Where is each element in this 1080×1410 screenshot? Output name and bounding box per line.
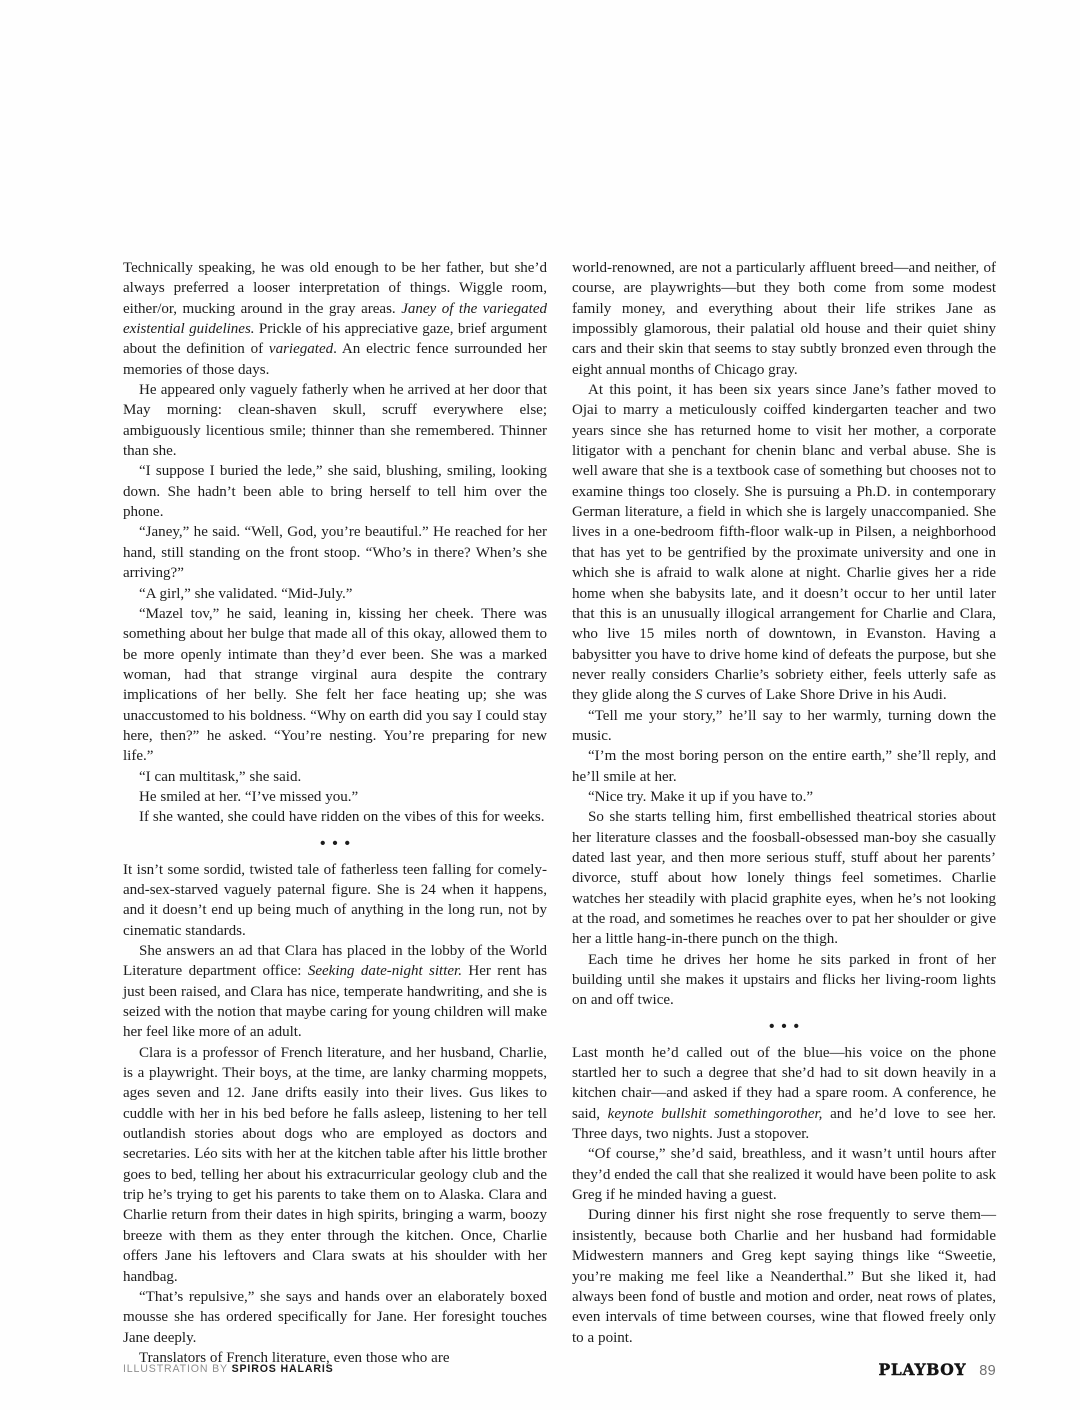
body-paragraph <box>123 941 547 1043</box>
body-paragraph <box>572 1144 996 1205</box>
text-run: Clara is a professor of French literature, and her husband, Charlie, is a playwright. Their boys, at the time, are lanky charming moppets, ages seven and 12. Jane drifts easily into their lives. Gus likes to cuddle with her in his bed before he falls asleep, listening to her tell outlandish stories about dogs who are employed as doctors and secretaries. Léo sits with her at the kitchen table after his little brother goes to bed, telling her about his extracurricular geology club and the trip he’s trying to get his parents to take them on to Alaska. Clara and Charlie return from their dates in high spirits, bringing a warm, boozy breeze with them as they enter through the kitchen. Once, Charlie offers Jane his leftovers and Clara swats at his shoulder with her handbag. <box>123 1044 547 1285</box>
text-run: “I’m the most boring person on the entire earth,” she’ll reply, and he’ll smile at her. <box>572 748 996 785</box>
italic-phrase: Seeking date-night sitter. <box>307 963 462 980</box>
body-paragraph <box>572 380 996 706</box>
body-paragraph <box>572 807 996 949</box>
text-run: Her rent has just been raised, and Clara has nice, temperate handwriting, and she is seized with the notion that maybe caring for young children will make her feel like more of an adult. <box>123 963 547 1041</box>
italic-phrase: S <box>695 687 703 704</box>
text-run: “That’s repulsive,” she says and hands over an elaborately boxed mousse she has ordered specifically for Jane. Her foresight touches Jane deeply. <box>123 1288 547 1346</box>
credit-artist-name: SPIROS HALARIS <box>231 1363 334 1375</box>
text-run: Each time he drives her home he sits parked in front of her building until she makes it upstairs and flicks her living-room lights on and off twice. <box>572 951 996 1009</box>
body-paragraph <box>572 787 996 807</box>
text-run: At this point, it has been six years since Jane’s father moved to Ojai to marry a meticulously coiffed kindergarten teacher and two years since she has returned home to visit her mother, a corporate litigator with a penchant for chenin blanc and verbal abuse. She is well aware that she is a textbook case of something but chooses not to examine things too closely. She is pursuing a Ph.D. in contemporary German literature, a field in which she is largely unaccompanied. She lives in a one-bedroom fifth-floor walk-up in Pilsen, a neighborhood that has yet to be gentrified by the proximate university and one in which she is afraid to walk alone at night. Charlie gives her a ride home when she babysits late, and it doesn’t occur to her until later that this is an unusually illogical arrangement for Charlie and Clara, who live 15 miles north of downtown, in Evanston. Having a babysitter you have to drive home kind of defeats the purpose, but she never really considers Charlie’s sobriety either, feels utterly safe as they glide along the <box>572 382 996 704</box>
body-paragraph <box>123 860 547 941</box>
text-run: world-renowned, are not a particularly affluent breed—and neither, of course, are playwrights—but they both come from some modest family money, and everything about their life strikes Jane as impossibly glamorous, their palatial old house and their quiet shiny cars and their skin that seems to stay subtly bronzed even through the eight annual months of Chicago gray. <box>572 260 996 378</box>
text-run: If she wanted, she could have ridden on the vibes of this for weeks. <box>139 809 545 826</box>
text-run: Last month he’d called out of the blue—his voice on the phone startled her to such a degree that she’d had to sit down heavily in a kitchen chair—and asked if they had a spare room. A conference, he said, <box>572 1044 996 1122</box>
footer-brand-group <box>879 1360 996 1379</box>
text-run: She answers an ad that Clara has placed in the lobby of the World Literature department office: <box>123 943 547 980</box>
page-number: 89 <box>979 1362 996 1379</box>
body-paragraph <box>123 522 547 583</box>
body-paragraph <box>123 767 547 787</box>
text-run: It isn’t some sordid, twisted tale of fatherless teen falling for comely-and-sex-starved vaguely paternal figure. She is 24 when it happens, and it doesn’t end up being much of anything in the long run, not by cinematic standards. <box>123 861 547 939</box>
text-run: “Janey,” he said. “Well, God, you’re beautiful.” He reached for her hand, still standing on the front stoop. “Who’s in there? When’s she arriving?” <box>123 524 547 582</box>
body-paragraph <box>123 258 547 380</box>
italic-phrase: variegated <box>268 341 334 358</box>
body-paragraph <box>572 706 996 747</box>
body-paragraph <box>572 1043 996 1145</box>
text-run: “I can multitask,” she said. <box>139 768 302 785</box>
illustration-credit <box>123 1363 334 1375</box>
body-paragraph <box>572 950 996 1011</box>
text-run: curves of Lake Shore Drive in his Audi. <box>702 687 947 704</box>
text-run: He appeared only vaguely fatherly when he arrived at her door that May morning: clean-shaven skull, scruff everywhere else; ambiguously licentious smile; thinner than she remembered. Thinner than she. <box>123 382 547 460</box>
text-run: He smiled at her. “I’ve missed you.” <box>139 788 359 805</box>
body-paragraph <box>572 1205 996 1347</box>
text-run: So she starts telling him, first embellished theatrical stories about her literature classes and the foosball-obsessed man-boy she casually dated last year, and then more serious stuff, stuff about her parents’ divorce, stuff about how lonely things feel sometimes. Charlie watches her steadily with placid graphite eyes, when he’s not looking at the road, and sometimes he reaches over to pat her shoulder or give her a little hang-in-there punch on the thigh. <box>572 809 996 948</box>
right-text-column <box>572 258 996 1346</box>
text-run: “Of course,” she’d said, breathless, and it wasn’t until hours after they’d ended the call that she realized it would have been polite to ask Greg if he minded having a guest. <box>572 1146 996 1204</box>
body-paragraph <box>123 584 547 604</box>
playboy-logo: PLAYBOY <box>878 1359 967 1379</box>
text-run: “Nice try. Make it up if you have to.” <box>588 788 814 805</box>
italic-phrase: keynote bullshit somethingorother, <box>607 1105 823 1122</box>
body-paragraph <box>123 380 547 461</box>
left-text-column <box>123 258 548 1366</box>
body-paragraph <box>123 1287 547 1348</box>
text-run: “A girl,” she validated. “Mid-July.” <box>139 585 353 602</box>
section-divider: ••• <box>320 834 357 852</box>
credit-prefix: ILLUSTRATION BY <box>123 1363 232 1375</box>
text-run: Prickle of his appreciative gaze, brief argument about the definition of <box>123 321 547 358</box>
text-run: Translators of French literature, even those who are <box>139 1349 450 1366</box>
text-run: “I suppose I buried the lede,” she said, blushing, smiling, looking down. She hadn’t been able to bring herself to tell him over the phone. <box>123 463 547 521</box>
article-body <box>123 258 996 1366</box>
text-run: and he’d love to see her. Three days, two nights. Just a stopover. <box>572 1105 996 1143</box>
italic-phrase: Janey of the variegated existential guidelines. <box>123 300 548 338</box>
text-run: “Tell me your story,” he’ll say to her warmly, turning down the music. <box>572 707 996 744</box>
page-footer <box>123 1356 996 1382</box>
text-run: . An electric fence surrounded her memories of those days. <box>123 341 547 378</box>
body-paragraph <box>123 787 547 807</box>
text-run: “Mazel tov,” he said, leaning in, kissing her cheek. There was something about her bulge that made all of this okay, allowed them to be more openly intimate than they’d ever been. She was a marked woman, had that strange virginal aura despite the contrary implications of her belly. She felt her face heating up; she was unaccustomed to his boldness. “Why on earth did you say I could stay here, then?” he asked. “You’re nesting. You’re preparing for new life.” <box>123 605 547 765</box>
body-paragraph <box>123 807 547 827</box>
text-run: Technically speaking, he was old enough to be her father, but she’d always preferred a looser interpretation of things. Wiggle room, either/or, mucking around in the gray areas. <box>123 260 547 317</box>
section-divider: ••• <box>769 1017 806 1035</box>
body-paragraph <box>572 258 996 380</box>
body-paragraph <box>123 604 547 767</box>
body-paragraph <box>123 1043 547 1287</box>
text-run: During dinner his first night she rose frequently to serve them—insistently, because both Charlie and her husband had formidable Midwestern manners and Greg kept saying things like “Sweetie, you’re making me feel like a Neanderthal.” But she liked it, had always been fond of bustle and motion and order, neat rows of plates, even intervals of time between courses, wine that flowed freely only to a point. <box>572 1207 996 1346</box>
body-paragraph <box>572 746 996 787</box>
body-paragraph <box>123 461 547 522</box>
